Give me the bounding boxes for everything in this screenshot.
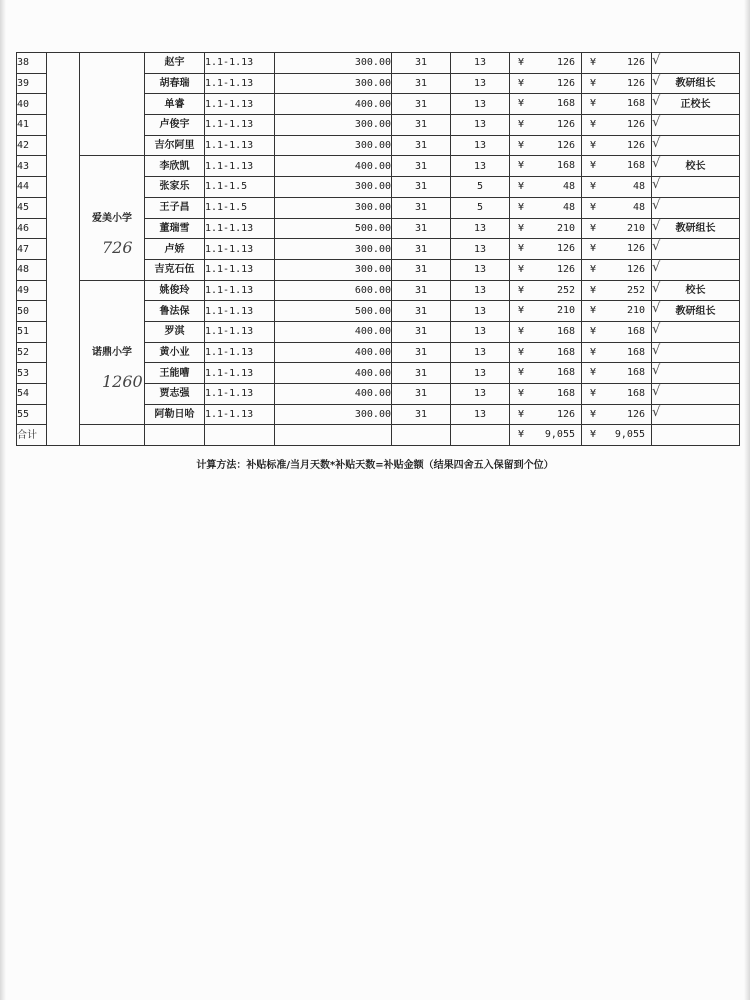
currency-symbol: ¥ bbox=[518, 429, 525, 441]
row-number: 41 bbox=[17, 115, 47, 136]
payable-amount bbox=[582, 218, 652, 239]
row-number: 39 bbox=[17, 73, 47, 94]
currency-symbol: ¥ bbox=[590, 119, 597, 131]
amount-value: 210 bbox=[626, 222, 645, 234]
total-subsidy-amount bbox=[510, 425, 582, 446]
checkmark: √ bbox=[652, 53, 661, 68]
teacher-name: 罗淇 bbox=[145, 321, 205, 342]
subsidy-days: 13 bbox=[451, 342, 510, 363]
currency-symbol: ¥ bbox=[518, 305, 525, 317]
days-in-month: 31 bbox=[392, 177, 451, 198]
subsidy-days: 5 bbox=[451, 197, 510, 218]
subsidy-table bbox=[16, 52, 740, 446]
remark-text: 校长 bbox=[685, 284, 706, 296]
teacher-name: 贾志强 bbox=[145, 384, 205, 405]
checkmark: √ bbox=[652, 404, 661, 420]
subsidy-standard: 300.00 bbox=[275, 177, 392, 198]
checkmark: √ bbox=[652, 156, 661, 172]
row-number: 48 bbox=[17, 259, 47, 280]
subsidy-standard: 300.00 bbox=[275, 73, 392, 94]
subsidy-amount bbox=[510, 177, 582, 198]
currency-symbol: ¥ bbox=[518, 284, 525, 296]
blank-column-cell bbox=[47, 53, 80, 446]
teacher-name: 卢娇 bbox=[145, 239, 205, 260]
checkmark: √ bbox=[652, 197, 661, 213]
payable-amount bbox=[582, 53, 652, 74]
subsidy-standard: 300.00 bbox=[275, 239, 392, 260]
days-in-month: 31 bbox=[392, 197, 451, 218]
amount-value: 126 bbox=[556, 139, 575, 151]
subsidy-amount bbox=[510, 197, 582, 218]
amount-value: 126 bbox=[556, 57, 575, 68]
currency-symbol: ¥ bbox=[518, 139, 525, 151]
amount-value: 126 bbox=[626, 77, 645, 89]
amount-value: 126 bbox=[626, 57, 645, 68]
subsidy-standard: 300.00 bbox=[275, 135, 392, 156]
row-number: 55 bbox=[17, 404, 47, 425]
subsidy-period: 1.1-1.5 bbox=[205, 177, 275, 198]
remark-cell bbox=[652, 425, 740, 446]
school-name-cell bbox=[80, 280, 145, 425]
checkmark: √ bbox=[652, 135, 661, 151]
subsidy-period: 1.1-1.13 bbox=[205, 342, 275, 363]
row-number: 52 bbox=[17, 342, 47, 363]
subsidy-standard: 300.00 bbox=[275, 53, 392, 74]
currency-symbol: ¥ bbox=[590, 429, 597, 441]
subsidy-standard: 400.00 bbox=[275, 342, 392, 363]
remark-text: 正校长 bbox=[680, 98, 711, 110]
subsidy-days: 5 bbox=[451, 177, 510, 198]
remark-text: 教研组长 bbox=[675, 222, 716, 234]
subsidy-period: 1.1-1.13 bbox=[205, 239, 275, 260]
remark-cell bbox=[652, 156, 740, 177]
subsidy-period: 1.1-1.13 bbox=[205, 363, 275, 384]
days-in-month: 31 bbox=[392, 342, 451, 363]
school-name: 诺鼎小学 bbox=[92, 346, 132, 358]
subsidy-standard: 300.00 bbox=[275, 197, 392, 218]
subsidy-days: 13 bbox=[451, 53, 510, 74]
currency-symbol: ¥ bbox=[590, 325, 597, 337]
amount-value: 168 bbox=[626, 160, 645, 172]
teacher-name: 吉克石伍 bbox=[145, 259, 205, 280]
subsidy-period: 1.1-1.13 bbox=[205, 321, 275, 342]
subsidy-amount bbox=[510, 301, 582, 322]
subsidy-amount bbox=[510, 135, 582, 156]
payable-amount bbox=[582, 384, 652, 405]
amount-value: 168 bbox=[556, 388, 575, 399]
payable-amount bbox=[582, 321, 652, 342]
payable-amount bbox=[582, 177, 652, 198]
days-in-month: 31 bbox=[392, 384, 451, 405]
days-in-month: 31 bbox=[392, 301, 451, 322]
subsidy-period: 1.1-1.13 bbox=[205, 115, 275, 136]
checkmark: √ bbox=[652, 321, 661, 337]
remark-cell bbox=[652, 239, 740, 260]
currency-symbol: ¥ bbox=[590, 139, 597, 151]
currency-symbol: ¥ bbox=[590, 57, 597, 68]
payable-amount bbox=[582, 404, 652, 425]
subsidy-amount bbox=[510, 156, 582, 177]
currency-symbol: ¥ bbox=[518, 77, 525, 89]
checkmark: √ bbox=[652, 115, 661, 131]
subsidy-standard: 400.00 bbox=[275, 94, 392, 115]
row-number: 45 bbox=[17, 197, 47, 218]
amount-value: 126 bbox=[626, 263, 645, 275]
amount-value: 126 bbox=[556, 408, 575, 420]
checkmark: √ bbox=[652, 259, 661, 275]
amount-value: 252 bbox=[626, 284, 645, 296]
row-number: 44 bbox=[17, 177, 47, 198]
subsidy-standard: 500.00 bbox=[275, 301, 392, 322]
currency-symbol: ¥ bbox=[518, 57, 525, 68]
subsidy-standard: 300.00 bbox=[275, 259, 392, 280]
subsidy-period: 1.1-1.13 bbox=[205, 280, 275, 301]
subsidy-days: 13 bbox=[451, 301, 510, 322]
remark-cell bbox=[652, 342, 740, 363]
remark-cell bbox=[652, 135, 740, 156]
calculation-footnote: 计算方法：补贴标准/当月天数*补贴天数=补贴金额（结果四舍五入保留到个位） bbox=[196, 460, 554, 471]
amount-value: 48 bbox=[562, 181, 575, 193]
days-in-month: 31 bbox=[392, 135, 451, 156]
subsidy-days: 13 bbox=[451, 404, 510, 425]
amount-value: 210 bbox=[556, 222, 575, 234]
subsidy-standard: 500.00 bbox=[275, 218, 392, 239]
subsidy-days: 13 bbox=[451, 156, 510, 177]
remark-cell bbox=[652, 363, 740, 384]
amount-value: 48 bbox=[632, 181, 645, 193]
amount-value: 48 bbox=[562, 201, 575, 213]
table-body bbox=[17, 53, 740, 446]
remark-cell bbox=[652, 53, 740, 74]
row-number: 46 bbox=[17, 218, 47, 239]
payable-amount bbox=[582, 135, 652, 156]
currency-symbol: ¥ bbox=[590, 243, 597, 255]
currency-symbol: ¥ bbox=[590, 263, 597, 275]
days-in-month: 31 bbox=[392, 156, 451, 177]
payable-amount bbox=[582, 94, 652, 115]
subsidy-days: 13 bbox=[451, 363, 510, 384]
subsidy-period: 1.1-1.13 bbox=[205, 259, 275, 280]
remark-cell bbox=[652, 177, 740, 198]
subsidy-days: 13 bbox=[451, 94, 510, 115]
currency-symbol: ¥ bbox=[518, 160, 525, 172]
currency-symbol: ¥ bbox=[590, 408, 597, 420]
remark-cell bbox=[652, 384, 740, 405]
amount-value: 168 bbox=[556, 160, 575, 172]
days-in-month: 31 bbox=[392, 94, 451, 115]
currency-symbol: ¥ bbox=[590, 181, 597, 193]
amount-value: 9,055 bbox=[614, 429, 645, 441]
subsidy-period: 1.1-1.13 bbox=[205, 218, 275, 239]
subsidy-standard: 600.00 bbox=[275, 280, 392, 301]
subsidy-days: 13 bbox=[451, 73, 510, 94]
amount-value: 126 bbox=[556, 243, 575, 255]
subsidy-days: 13 bbox=[451, 280, 510, 301]
amount-value: 168 bbox=[626, 367, 645, 379]
remark-cell bbox=[652, 115, 740, 136]
amount-value: 9,055 bbox=[544, 429, 575, 441]
teacher-name: 王子昌 bbox=[145, 197, 205, 218]
table-row bbox=[17, 280, 740, 301]
payable-amount bbox=[582, 197, 652, 218]
remark-cell bbox=[652, 73, 740, 94]
currency-symbol: ¥ bbox=[590, 77, 597, 89]
amount-value: 252 bbox=[556, 284, 575, 296]
subsidy-period: 1.1-1.13 bbox=[205, 94, 275, 115]
currency-symbol: ¥ bbox=[518, 201, 525, 213]
amount-value: 126 bbox=[626, 139, 645, 151]
amount-value: 168 bbox=[556, 367, 575, 379]
total-row bbox=[17, 425, 740, 446]
remark-cell bbox=[652, 404, 740, 425]
subsidy-amount bbox=[510, 321, 582, 342]
row-number: 53 bbox=[17, 363, 47, 384]
remark-text: 教研组长 bbox=[675, 305, 716, 317]
subsidy-period: 1.1-1.13 bbox=[205, 73, 275, 94]
amount-value: 168 bbox=[556, 98, 575, 110]
subsidy-days: 13 bbox=[451, 321, 510, 342]
subsidy-period: 1.1-1.13 bbox=[205, 404, 275, 425]
teacher-name: 董瑞雪 bbox=[145, 218, 205, 239]
subsidy-amount bbox=[510, 218, 582, 239]
amount-value: 168 bbox=[626, 388, 645, 399]
amount-value: 210 bbox=[556, 305, 575, 317]
currency-symbol: ¥ bbox=[518, 263, 525, 275]
teacher-name: 单睿 bbox=[145, 94, 205, 115]
checkmark: √ bbox=[652, 384, 661, 399]
currency-symbol: ¥ bbox=[518, 98, 525, 110]
days-in-month: 31 bbox=[392, 404, 451, 425]
teacher-name: 赵宇 bbox=[145, 53, 205, 74]
days-in-month: 31 bbox=[392, 280, 451, 301]
handwritten-note: 726 bbox=[102, 237, 133, 257]
days-in-month: 31 bbox=[392, 115, 451, 136]
checkmark: √ bbox=[652, 218, 661, 234]
subsidy-days: 13 bbox=[451, 384, 510, 405]
row-number: 40 bbox=[17, 94, 47, 115]
subsidy-amount bbox=[510, 384, 582, 405]
empty-cell bbox=[145, 425, 205, 446]
subsidy-amount bbox=[510, 239, 582, 260]
subsidy-amount bbox=[510, 115, 582, 136]
currency-symbol: ¥ bbox=[590, 222, 597, 234]
days-in-month: 31 bbox=[392, 363, 451, 384]
checkmark: √ bbox=[652, 177, 661, 193]
scan-edge-right bbox=[744, 0, 750, 1000]
row-number: 42 bbox=[17, 135, 47, 156]
subsidy-period: 1.1-1.13 bbox=[205, 301, 275, 322]
amount-value: 126 bbox=[556, 77, 575, 89]
subsidy-amount bbox=[510, 94, 582, 115]
row-number: 51 bbox=[17, 321, 47, 342]
subsidy-amount bbox=[510, 259, 582, 280]
currency-symbol: ¥ bbox=[590, 98, 597, 110]
subsidy-period: 1.1-1.13 bbox=[205, 135, 275, 156]
row-number: 50 bbox=[17, 301, 47, 322]
total-payable-amount bbox=[582, 425, 652, 446]
subsidy-amount bbox=[510, 280, 582, 301]
remark-cell bbox=[652, 301, 740, 322]
currency-symbol: ¥ bbox=[518, 222, 525, 234]
remark-text: 教研组长 bbox=[675, 78, 716, 90]
currency-symbol: ¥ bbox=[590, 367, 597, 379]
school-name-cell bbox=[80, 156, 145, 280]
remark-text: 校长 bbox=[685, 160, 706, 172]
teacher-name: 鲁法保 bbox=[145, 301, 205, 322]
payable-amount bbox=[582, 301, 652, 322]
teacher-name: 王能嘈 bbox=[145, 363, 205, 384]
row-number: 47 bbox=[17, 239, 47, 260]
currency-symbol: ¥ bbox=[590, 284, 597, 296]
payable-amount bbox=[582, 259, 652, 280]
subsidy-amount bbox=[510, 404, 582, 425]
handwritten-note: 1260 bbox=[102, 371, 143, 391]
subsidy-standard: 300.00 bbox=[275, 404, 392, 425]
subsidy-days: 13 bbox=[451, 115, 510, 136]
amount-value: 168 bbox=[626, 98, 645, 110]
subsidy-period: 1.1-1.13 bbox=[205, 156, 275, 177]
subsidy-amount bbox=[510, 53, 582, 74]
row-number: 38 bbox=[17, 53, 47, 74]
teacher-name: 张家乐 bbox=[145, 177, 205, 198]
subsidy-standard: 300.00 bbox=[275, 115, 392, 136]
currency-symbol: ¥ bbox=[518, 367, 525, 379]
teacher-name: 姚俊玲 bbox=[145, 280, 205, 301]
total-label: 合计 bbox=[17, 425, 47, 446]
teacher-name: 卢俊宇 bbox=[145, 115, 205, 136]
payable-amount bbox=[582, 156, 652, 177]
currency-symbol: ¥ bbox=[518, 408, 525, 420]
currency-symbol: ¥ bbox=[518, 346, 525, 358]
school-name: 爱美小学 bbox=[92, 212, 132, 224]
days-in-month: 31 bbox=[392, 259, 451, 280]
amount-value: 168 bbox=[556, 346, 575, 358]
empty-cell bbox=[275, 425, 392, 446]
remark-cell bbox=[652, 218, 740, 239]
payable-amount bbox=[582, 280, 652, 301]
days-in-month: 31 bbox=[392, 239, 451, 260]
subsidy-period: 1.1-1.13 bbox=[205, 384, 275, 405]
row-number: 49 bbox=[17, 280, 47, 301]
payable-amount bbox=[582, 73, 652, 94]
empty-cell bbox=[392, 425, 451, 446]
subsidy-standard: 400.00 bbox=[275, 384, 392, 405]
remark-cell bbox=[652, 259, 740, 280]
teacher-name: 阿勒日哈 bbox=[145, 404, 205, 425]
amount-value: 126 bbox=[626, 243, 645, 255]
remark-cell bbox=[652, 94, 740, 115]
school-name-cell bbox=[80, 53, 145, 156]
subsidy-standard: 400.00 bbox=[275, 363, 392, 384]
currency-symbol: ¥ bbox=[590, 160, 597, 172]
checkmark: √ bbox=[652, 363, 661, 379]
currency-symbol: ¥ bbox=[518, 325, 525, 337]
scan-edge-left bbox=[0, 0, 6, 1000]
amount-value: 168 bbox=[556, 325, 575, 337]
currency-symbol: ¥ bbox=[518, 388, 525, 399]
checkmark: √ bbox=[652, 342, 661, 358]
amount-value: 126 bbox=[556, 119, 575, 131]
subsidy-amount bbox=[510, 363, 582, 384]
remark-cell bbox=[652, 321, 740, 342]
subsidy-days: 13 bbox=[451, 135, 510, 156]
row-number: 54 bbox=[17, 384, 47, 405]
amount-value: 168 bbox=[626, 346, 645, 358]
currency-symbol: ¥ bbox=[518, 243, 525, 255]
subsidy-days: 13 bbox=[451, 239, 510, 260]
payable-amount bbox=[582, 342, 652, 363]
amount-value: 126 bbox=[626, 119, 645, 131]
days-in-month: 31 bbox=[392, 73, 451, 94]
subsidy-period: 1.1-1.13 bbox=[205, 53, 275, 74]
subsidy-standard: 400.00 bbox=[275, 321, 392, 342]
amount-value: 168 bbox=[626, 325, 645, 337]
currency-symbol: ¥ bbox=[518, 181, 525, 193]
subsidy-amount bbox=[510, 342, 582, 363]
amount-value: 126 bbox=[626, 408, 645, 420]
payable-amount bbox=[582, 239, 652, 260]
subsidy-amount bbox=[510, 73, 582, 94]
checkmark: √ bbox=[652, 94, 661, 110]
row-number: 43 bbox=[17, 156, 47, 177]
payable-amount bbox=[582, 115, 652, 136]
subsidy-period: 1.1-1.5 bbox=[205, 197, 275, 218]
amount-value: 126 bbox=[556, 263, 575, 275]
checkmark: √ bbox=[652, 73, 661, 89]
empty-cell bbox=[451, 425, 510, 446]
teacher-name: 李欣凯 bbox=[145, 156, 205, 177]
subsidy-standard: 400.00 bbox=[275, 156, 392, 177]
amount-value: 48 bbox=[632, 201, 645, 213]
table-row bbox=[17, 156, 740, 177]
teacher-name: 吉尔阿里 bbox=[145, 135, 205, 156]
payable-amount bbox=[582, 363, 652, 384]
days-in-month: 31 bbox=[392, 218, 451, 239]
empty-cell bbox=[80, 425, 145, 446]
empty-cell bbox=[205, 425, 275, 446]
remark-cell bbox=[652, 197, 740, 218]
remark-cell bbox=[652, 280, 740, 301]
currency-symbol: ¥ bbox=[590, 305, 597, 317]
days-in-month: 31 bbox=[392, 321, 451, 342]
currency-symbol: ¥ bbox=[518, 119, 525, 131]
teacher-name: 黄小业 bbox=[145, 342, 205, 363]
table-row bbox=[17, 53, 740, 74]
checkmark: √ bbox=[652, 301, 661, 317]
checkmark: √ bbox=[652, 280, 661, 296]
subsidy-days: 13 bbox=[451, 218, 510, 239]
currency-symbol: ¥ bbox=[590, 388, 597, 399]
checkmark: √ bbox=[652, 239, 661, 255]
teacher-name: 胡春瑞 bbox=[145, 73, 205, 94]
currency-symbol: ¥ bbox=[590, 346, 597, 358]
subsidy-days: 13 bbox=[451, 259, 510, 280]
currency-symbol: ¥ bbox=[590, 201, 597, 213]
days-in-month: 31 bbox=[392, 53, 451, 74]
amount-value: 210 bbox=[626, 305, 645, 317]
